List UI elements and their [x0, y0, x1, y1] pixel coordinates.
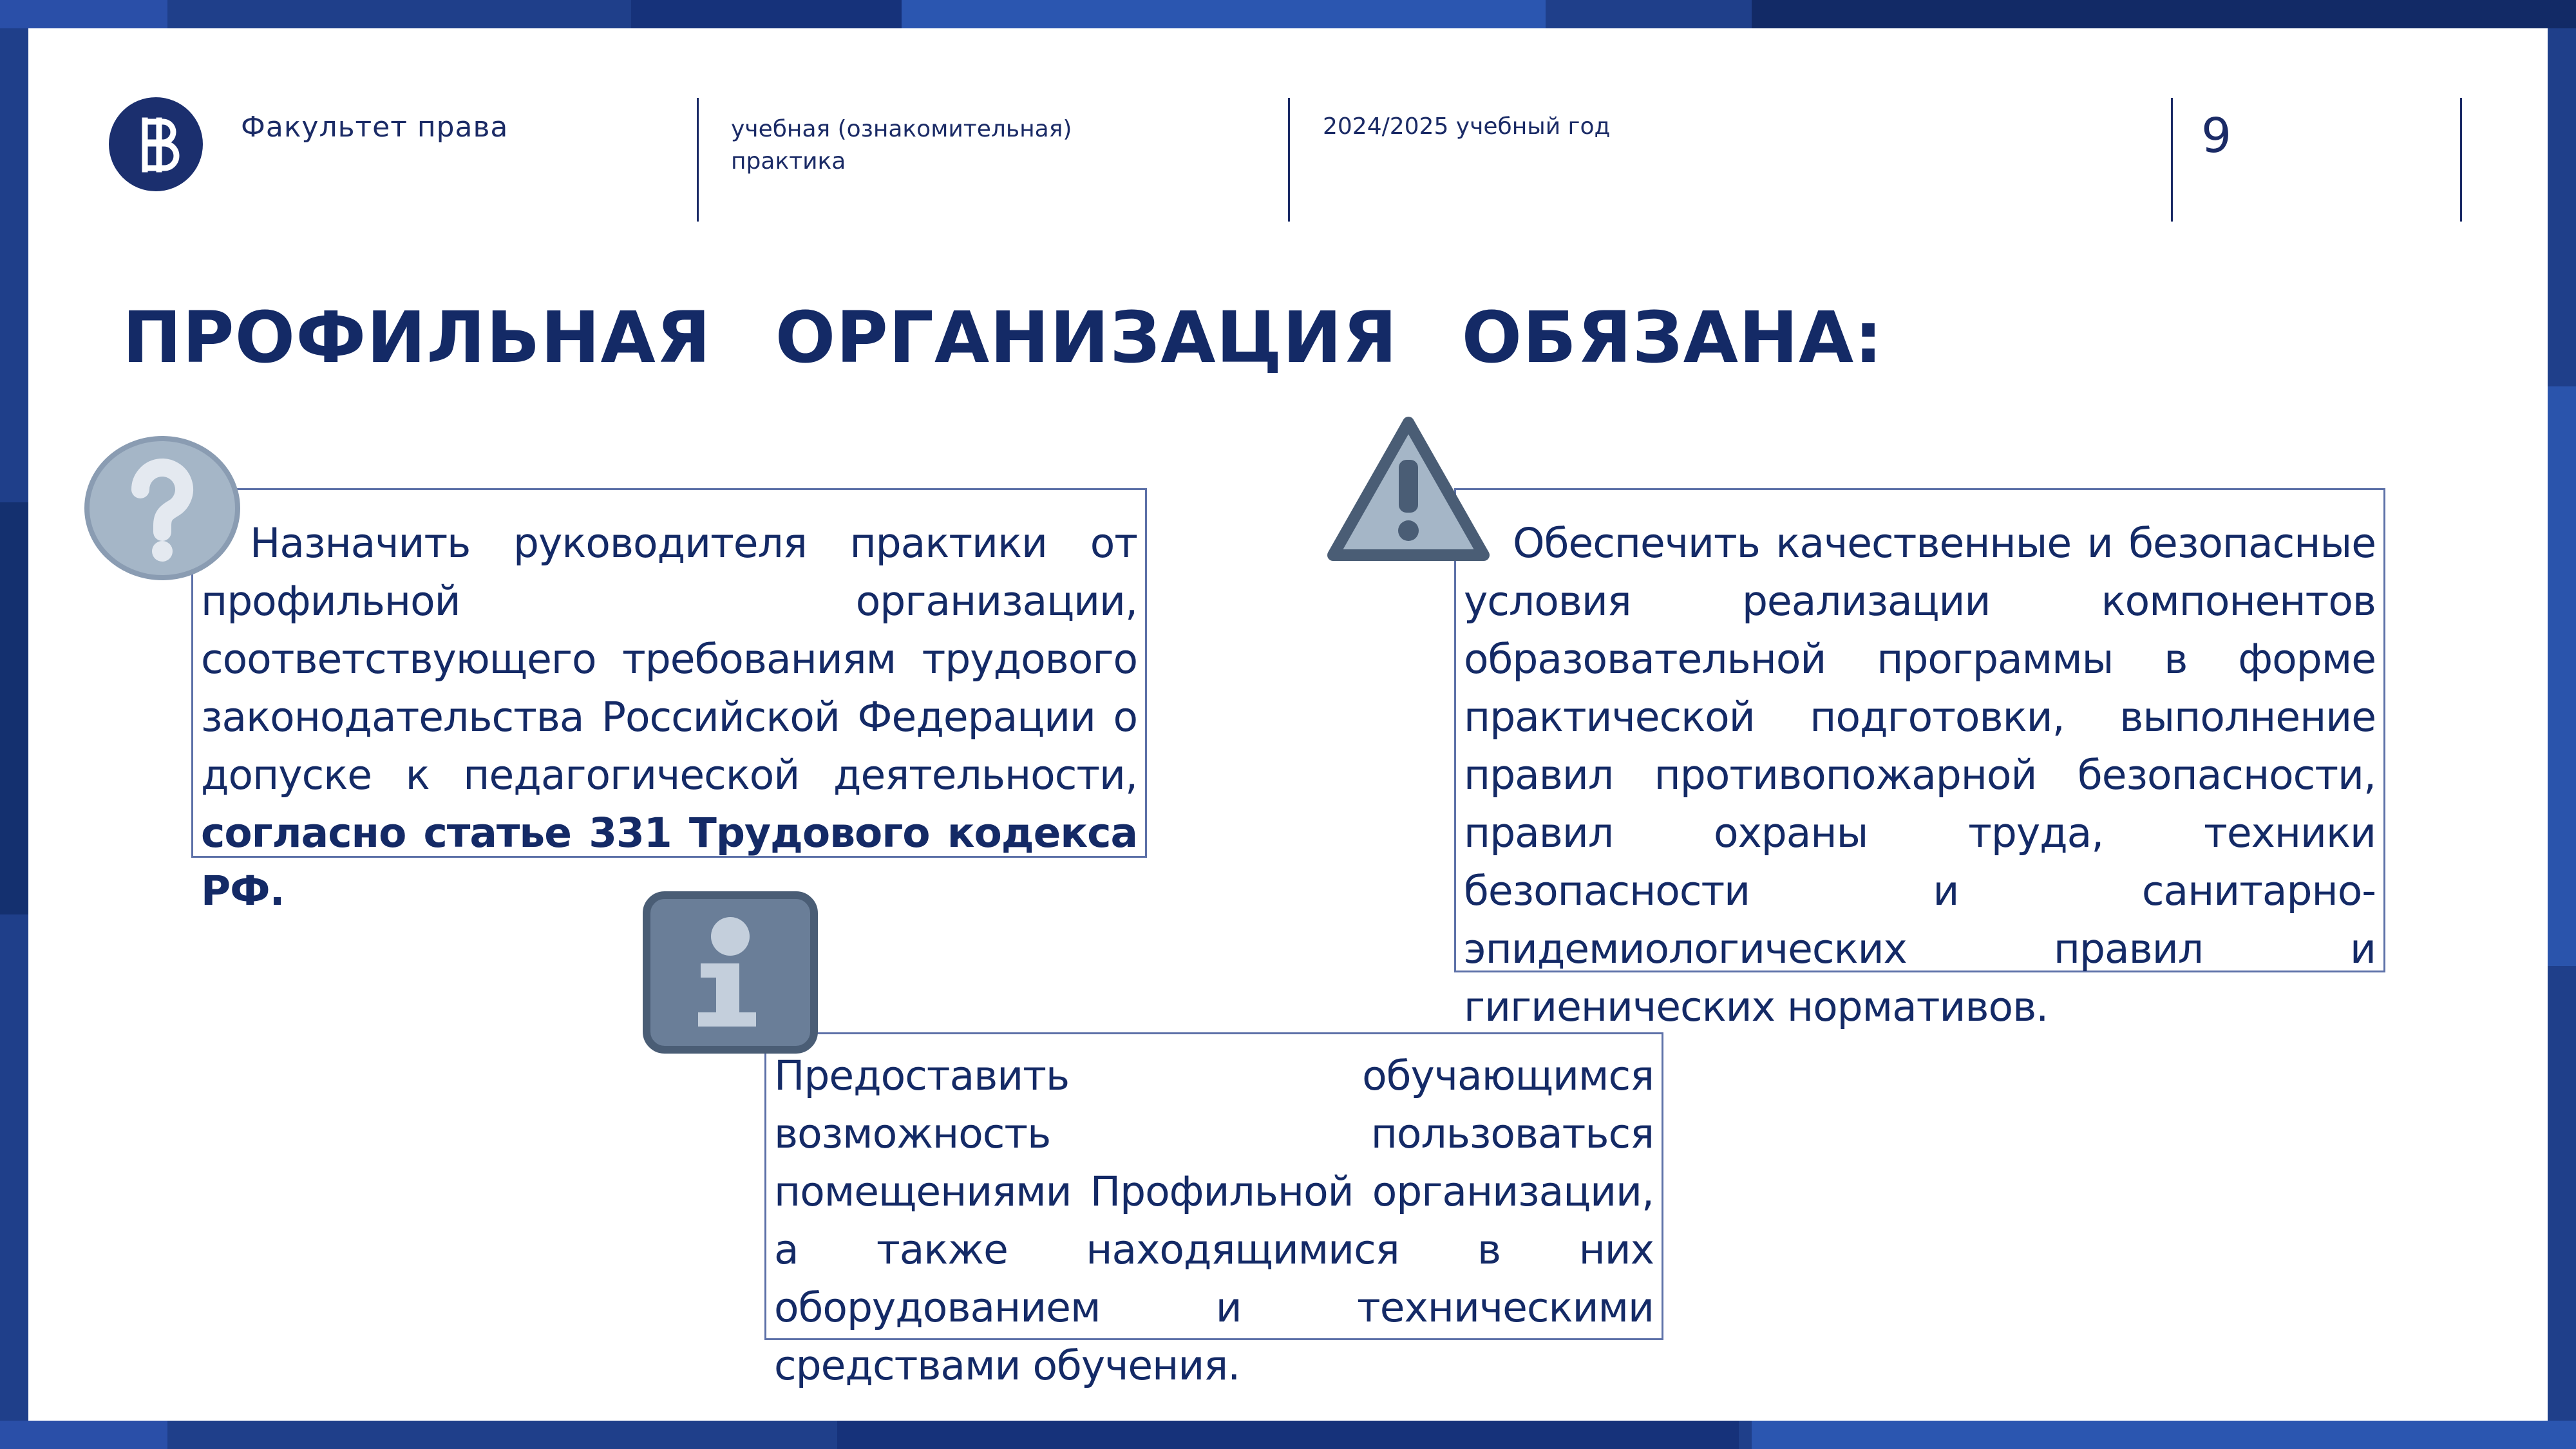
frame-decor-top-mid2: [902, 0, 1546, 28]
question-icon: [84, 435, 241, 581]
obligation-box-2: [1454, 488, 2385, 1030]
header-divider-3: [2171, 98, 2173, 222]
obligation-box-3: [764, 1032, 1663, 1389]
frame-decor-right-mid: [2548, 386, 2576, 966]
frame-decor-bottom-right: [1752, 1421, 2576, 1449]
warning-icon: [1325, 415, 1492, 564]
obligation-text-1-end: .: [269, 867, 285, 914]
obligation-text-1: Назначить руководителя практики от профильной организации, соответствующего требованиям трудового законодательства Российской Федерации о допуске к педагогической деятельности,: [201, 520, 1137, 799]
obligation-text-2: Обеспечить качественные и безопасные условия реализации компонентов образовательной программы в форме практической подготовки, выполнение правил противопожарной безопасности, правил охраны труда, техники безопасности и санитарно-эпидемиологических правил и гигиенических нормативов.: [1464, 520, 2376, 1030]
header-divider-2: [1288, 98, 1290, 222]
header-divider-1: [697, 98, 699, 222]
obligation-box-1: [191, 488, 1147, 914]
academic-year: 2024/2025 учебный год: [1323, 113, 1611, 140]
page-number: 9: [2201, 108, 2232, 164]
frame-decor-bottom-mid: [837, 1421, 1739, 1449]
frame-decor-left-mid: [0, 502, 28, 914]
university-logo: [109, 97, 203, 191]
obligation-text-1-bold: согласно статье 331 Трудового кодекса РФ: [201, 810, 1137, 914]
frame-decor-top-right: [1752, 0, 2576, 28]
practice-type: учебная (ознакомительная) практика: [731, 116, 1072, 175]
faculty-name: Факультет права: [241, 111, 509, 144]
header-divider-4: [2460, 98, 2462, 222]
frame-decor-top-left: [0, 0, 167, 28]
page-title: ПРОФИЛЬНАЯ ОРГАНИЗАЦИЯ ОБЯЗАНА:: [122, 296, 1884, 379]
info-icon: [643, 891, 818, 1054]
frame-decor-top-mid: [631, 0, 902, 28]
obligation-text-3: Предоставить обучающимся возможность пользоваться помещениями Профильной организации, а также находящимися в них оборудованием и техническими средствами обучения.: [774, 1052, 1654, 1389]
frame-decor-bottom-left: [0, 1421, 167, 1449]
